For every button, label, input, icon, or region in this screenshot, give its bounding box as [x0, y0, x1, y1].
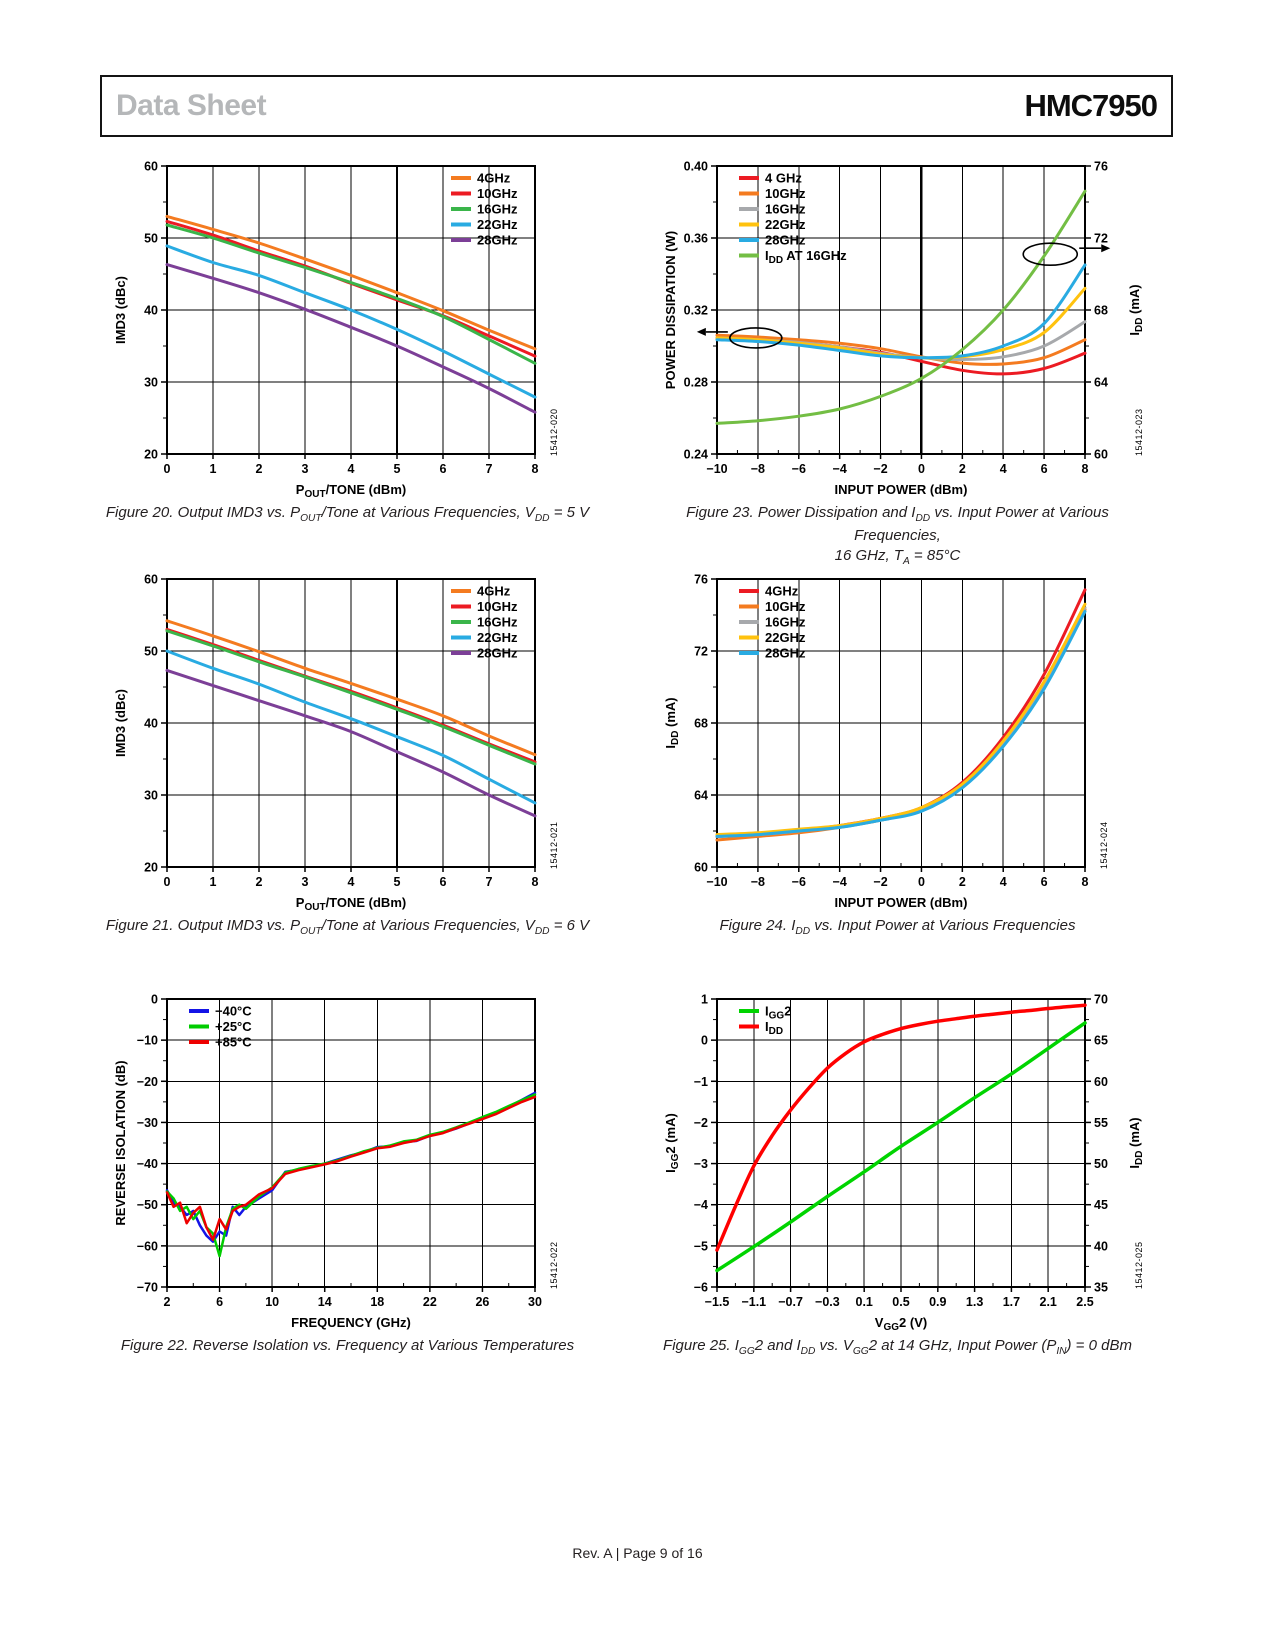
- svg-text:1.7: 1.7: [1002, 1295, 1021, 1309]
- svg-text:30: 30: [528, 1295, 542, 1309]
- svg-text:50: 50: [144, 231, 158, 246]
- svg-text:22GHz: 22GHz: [477, 630, 518, 645]
- y-axis-title: REVERSE ISOLATION (dB): [113, 1060, 128, 1226]
- svg-text:8: 8: [1081, 462, 1089, 476]
- legend-entry: [739, 186, 806, 201]
- legend: [739, 171, 847, 267]
- svg-text:−1.1: −1.1: [741, 1295, 767, 1309]
- svg-text:22GHz: 22GHz: [765, 630, 806, 645]
- svg-text:10GHz: 10GHz: [765, 186, 806, 201]
- svg-text:10GHz: 10GHz: [477, 186, 518, 201]
- figure-20: [95, 152, 600, 526]
- x-axis-title: FREQUENCY (GHz): [291, 1315, 411, 1330]
- svg-text:+85°C: +85°C: [215, 1034, 252, 1050]
- page-footer: [0, 1545, 1275, 1561]
- part-number: HMC7950: [1024, 88, 1157, 123]
- svg-text:6: 6: [1040, 875, 1048, 889]
- svg-text:28GHz: 28GHz: [477, 232, 518, 248]
- svg-text:8: 8: [1081, 875, 1089, 889]
- svg-text:4: 4: [999, 462, 1007, 476]
- axis-labels: [113, 993, 542, 1331]
- svg-text:4: 4: [347, 462, 355, 476]
- legend-entry: [739, 599, 806, 614]
- svg-text:8: 8: [531, 462, 539, 476]
- svg-text:16GHz: 16GHz: [477, 201, 518, 217]
- y-axis-title: POWER DISSIPATION (W): [663, 230, 678, 390]
- legend-entry: [451, 233, 518, 248]
- legend-entry: [451, 584, 511, 599]
- legend-entry: [739, 233, 806, 248]
- figure-24: [645, 565, 1150, 939]
- svg-text:72: 72: [1094, 231, 1108, 246]
- svg-text:−10: −10: [706, 462, 728, 476]
- figure-24-caption: Figure 24. $I_{DD}$ vs. Input Power at Various Frequencies: [719, 917, 1076, 937]
- svg-text:20: 20: [144, 447, 158, 462]
- legend-entry: [739, 248, 847, 266]
- svg-text:2: 2: [163, 1295, 171, 1309]
- svg-text:0.32: 0.32: [683, 303, 708, 318]
- svg-text:22: 22: [422, 1295, 437, 1309]
- legend-entry: [189, 1004, 252, 1019]
- legend-entry: [451, 202, 518, 217]
- svg-text:60: 60: [1094, 447, 1108, 462]
- legend-entry: [451, 615, 518, 630]
- svg-text:IDD AT 16GHz: $I_{DD}$ AT 16GHz: [765, 248, 847, 266]
- svg-text:28GHz: 28GHz: [765, 645, 806, 661]
- figure-20-caption: Figure 20. Output IMD3 vs. $P_{OUT}$/Tone at Various Frequencies, $V_{DD} = 5$ V: [105, 504, 590, 524]
- svg-text:−60: −60: [136, 1239, 158, 1254]
- x-axis-title: INPUT POWER (dBm): [834, 482, 968, 497]
- figure-23-caption: Figure 23. Power Dissipation and $I_{DD}$ vs. Input Power at Various Frequencies, 16 GHz, $T_A = 85^\circ C$: [686, 504, 1109, 568]
- svg-text:60: 60: [144, 159, 158, 174]
- svg-text:40: 40: [144, 303, 158, 318]
- y-axis-title: IMD3 (dBc): [113, 276, 128, 344]
- y-axis-title: IMD3 (dBc): [113, 689, 128, 757]
- y-axis-title: $I_{DD}$ (mA): [663, 697, 681, 749]
- series-−40°C: [167, 1093, 535, 1242]
- svg-text:4GHz: 4GHz: [765, 583, 799, 599]
- svg-text:3: 3: [301, 875, 309, 889]
- svg-text:18: 18: [370, 1295, 385, 1309]
- svg-text:6: 6: [1040, 462, 1048, 476]
- svg-text:1: 1: [209, 462, 217, 476]
- svg-text:2.5: 2.5: [1076, 1295, 1094, 1309]
- legend: [451, 584, 518, 661]
- svg-text:14: 14: [317, 1295, 332, 1309]
- svg-text:−1: −1: [693, 1074, 708, 1089]
- svg-text:55: 55: [1094, 1115, 1108, 1130]
- svg-text:60: 60: [694, 860, 708, 875]
- svg-text:−2: −2: [873, 875, 888, 889]
- svg-text:−10: −10: [136, 1033, 158, 1048]
- svg-text:2.1: 2.1: [1039, 1295, 1057, 1309]
- svg-text:60: 60: [1094, 1074, 1108, 1089]
- svg-text:−4: −4: [693, 1198, 708, 1213]
- legend-entry: [189, 1019, 252, 1034]
- svg-text:30: 30: [144, 375, 158, 390]
- svg-text:−4: −4: [832, 462, 847, 476]
- series-28GHz: [717, 265, 1085, 358]
- svg-text:10GHz: 10GHz: [765, 599, 806, 614]
- svg-text:2: 2: [958, 462, 966, 476]
- svg-text:8: 8: [531, 875, 539, 889]
- svg-text:0.36: 0.36: [683, 231, 708, 246]
- svg-text:2: 2: [255, 875, 263, 889]
- svg-text:0: 0: [917, 462, 925, 476]
- doc-type-label: Data Sheet: [116, 89, 267, 122]
- figure-code: 15412-022: [549, 1241, 559, 1289]
- figure-24-chart: [645, 565, 1150, 910]
- svg-text:−0.3: −0.3: [815, 1295, 840, 1309]
- figure-22-caption: Figure 22. Reverse Isolation vs. Frequency at Various Temperatures: [120, 1337, 575, 1354]
- figure-25-caption: Figure 25. $I_{GG}2$ and $I_{DD}$ vs. $V_{GG}2$ at 14 GHz, Input Power $(P_{IN}) = 0$ dBm: [663, 1337, 1132, 1357]
- grid: [717, 999, 1085, 1287]
- svg-text:50: 50: [144, 644, 158, 659]
- legend-entry: [739, 171, 802, 186]
- svg-text:−0.7: −0.7: [778, 1295, 803, 1309]
- svg-text:16GHz: 16GHz: [765, 201, 806, 217]
- svg-text:64: 64: [1094, 375, 1108, 390]
- svg-text:6: 6: [216, 1295, 224, 1309]
- right-axis-title: $I_{DD}$ (mA): [1127, 284, 1145, 336]
- svg-text:22GHz: 22GHz: [477, 217, 518, 232]
- svg-text:0.9: 0.9: [929, 1295, 947, 1309]
- svg-text:3: 3: [301, 462, 309, 476]
- figure-25: [645, 985, 1150, 1359]
- legend-entry: [739, 217, 806, 232]
- svg-text:6: 6: [439, 462, 447, 476]
- svg-text:−1.5: −1.5: [704, 1295, 730, 1309]
- svg-text:4 GHz: 4 GHz: [765, 170, 802, 186]
- svg-text:50: 50: [1094, 1157, 1108, 1172]
- legend: [739, 1004, 791, 1038]
- svg-text:−50: −50: [136, 1198, 158, 1213]
- figure-22-chart: [95, 985, 600, 1330]
- figure-code: 15412-020: [549, 408, 559, 456]
- series-22GHz: [717, 288, 1085, 358]
- svg-text:−20: −20: [136, 1074, 158, 1089]
- svg-text:28GHz: 28GHz: [765, 232, 806, 248]
- legend-entry: [451, 599, 518, 614]
- legend-entry: [739, 615, 806, 630]
- svg-text:1: 1: [701, 992, 708, 1007]
- svg-text:6: 6: [439, 875, 447, 889]
- figure-code: 15412-023: [1134, 408, 1144, 456]
- svg-text:28GHz: 28GHz: [477, 645, 518, 661]
- legend-entry: [739, 630, 806, 645]
- svg-text:0.5: 0.5: [892, 1295, 910, 1309]
- annotation: [1023, 243, 1110, 265]
- figure-21-caption: Figure 21. Output IMD3 vs. $P_{OUT}$/Tone at Various Frequencies, $V_{DD} = 6$ V: [105, 917, 590, 937]
- legend-entry: [739, 1019, 783, 1037]
- svg-text:−2: −2: [693, 1115, 708, 1130]
- legend-entry: [451, 646, 518, 661]
- svg-text:2: 2: [958, 875, 966, 889]
- svg-text:IGG2: $I_{GG}2$: [765, 1003, 792, 1022]
- svg-text:10GHz: 10GHz: [477, 599, 518, 614]
- svg-text:68: 68: [694, 716, 708, 731]
- svg-text:35: 35: [1094, 1280, 1108, 1295]
- svg-text:4GHz: 4GHz: [477, 583, 511, 599]
- svg-text:4: 4: [999, 875, 1007, 889]
- svg-text:−70: −70: [136, 1280, 158, 1295]
- axis-labels: [663, 573, 1089, 911]
- svg-text:7: 7: [485, 875, 493, 889]
- svg-text:10: 10: [265, 1295, 280, 1309]
- svg-text:1: 1: [209, 875, 217, 889]
- footer-text: Rev. A | Page 9 of 16: [572, 1545, 703, 1561]
- legend: [739, 584, 806, 661]
- legend-entry: [451, 171, 511, 186]
- svg-text:20: 20: [144, 860, 158, 875]
- svg-text:0: 0: [163, 875, 171, 889]
- figure-21-chart: [95, 565, 600, 910]
- svg-text:40: 40: [144, 716, 158, 731]
- svg-text:22GHz: 22GHz: [765, 217, 806, 232]
- svg-text:−6: −6: [791, 875, 806, 889]
- svg-text:IDD: $I_{DD}$: [765, 1019, 784, 1037]
- x-axis-title: INPUT POWER (dBm): [834, 895, 968, 910]
- svg-text:−40: −40: [136, 1157, 158, 1172]
- svg-text:0: 0: [163, 462, 171, 476]
- legend-entry: [739, 202, 806, 217]
- legend-entry: [189, 1035, 252, 1050]
- x-axis-title: $P_{OUT}$/TONE (dBm): [295, 895, 407, 910]
- legend-entry: [739, 584, 799, 599]
- svg-text:−10: −10: [706, 875, 728, 889]
- figure-20-chart: [95, 152, 600, 497]
- svg-text:−5: −5: [693, 1239, 708, 1254]
- svg-text:−6: −6: [693, 1280, 708, 1295]
- svg-text:76: 76: [1094, 159, 1108, 174]
- legend-entry: [451, 217, 518, 232]
- svg-text:5: 5: [393, 875, 401, 889]
- svg-text:−8: −8: [750, 462, 766, 476]
- x-axis-title: $V_{GG}2$ (V): [874, 1315, 928, 1330]
- svg-text:30: 30: [144, 788, 158, 803]
- svg-text:−4: −4: [832, 875, 847, 889]
- svg-text:−8: −8: [750, 875, 766, 889]
- x-axis-title: $P_{OUT}$/TONE (dBm): [295, 482, 407, 497]
- svg-text:−6: −6: [791, 462, 806, 476]
- svg-text:40: 40: [1094, 1239, 1108, 1254]
- svg-text:+25°C: +25°C: [215, 1019, 252, 1034]
- svg-text:0: 0: [151, 992, 158, 1007]
- svg-text:4: 4: [347, 875, 355, 889]
- svg-text:68: 68: [1094, 303, 1108, 318]
- figure-21: [95, 565, 600, 939]
- legend-entry: [451, 186, 518, 201]
- y-axis-title: $I_{GG}2$ (mA): [663, 1113, 681, 1173]
- svg-text:5: 5: [393, 462, 401, 476]
- svg-text:0.1: 0.1: [855, 1295, 873, 1309]
- svg-text:0.28: 0.28: [683, 375, 708, 390]
- svg-text:65: 65: [1094, 1033, 1108, 1048]
- svg-text:−3: −3: [693, 1157, 708, 1172]
- svg-text:4GHz: 4GHz: [477, 170, 511, 186]
- svg-text:76: 76: [694, 572, 708, 587]
- svg-text:60: 60: [144, 572, 158, 587]
- legend-entry: [451, 630, 518, 645]
- svg-text:−30: −30: [136, 1115, 158, 1130]
- legend: [451, 171, 518, 248]
- figure-22: [95, 985, 600, 1356]
- svg-text:64: 64: [694, 788, 708, 803]
- legend-entry: [739, 646, 806, 661]
- svg-text:72: 72: [694, 644, 708, 659]
- axis-labels: [663, 993, 1145, 1331]
- figure-23-chart: [645, 152, 1150, 497]
- figure-code: 15412-025: [1134, 1241, 1144, 1289]
- svg-text:26: 26: [475, 1295, 490, 1309]
- svg-text:7: 7: [485, 462, 493, 476]
- svg-text:−2: −2: [873, 462, 888, 476]
- svg-text:−40°C: −40°C: [215, 1003, 252, 1019]
- right-axis-title: $I_{DD}$ (mA): [1127, 1117, 1145, 1169]
- svg-text:0: 0: [701, 1033, 708, 1048]
- series: [167, 1093, 535, 1256]
- svg-text:2: 2: [255, 462, 263, 476]
- svg-text:16GHz: 16GHz: [477, 614, 518, 630]
- legend: [189, 1004, 252, 1050]
- figure-23: [645, 152, 1150, 569]
- figure-code: 15412-024: [1099, 821, 1109, 869]
- svg-text:16GHz: 16GHz: [765, 614, 806, 630]
- svg-text:0.24: 0.24: [683, 447, 708, 462]
- figure-code: 15412-021: [549, 821, 559, 869]
- svg-text:70: 70: [1094, 992, 1108, 1007]
- svg-text:1.3: 1.3: [965, 1295, 984, 1309]
- svg-text:0.40: 0.40: [683, 159, 708, 174]
- figure-25-chart: [645, 985, 1150, 1330]
- page-header: [100, 75, 1173, 137]
- svg-text:0: 0: [917, 875, 925, 889]
- svg-text:45: 45: [1094, 1198, 1108, 1213]
